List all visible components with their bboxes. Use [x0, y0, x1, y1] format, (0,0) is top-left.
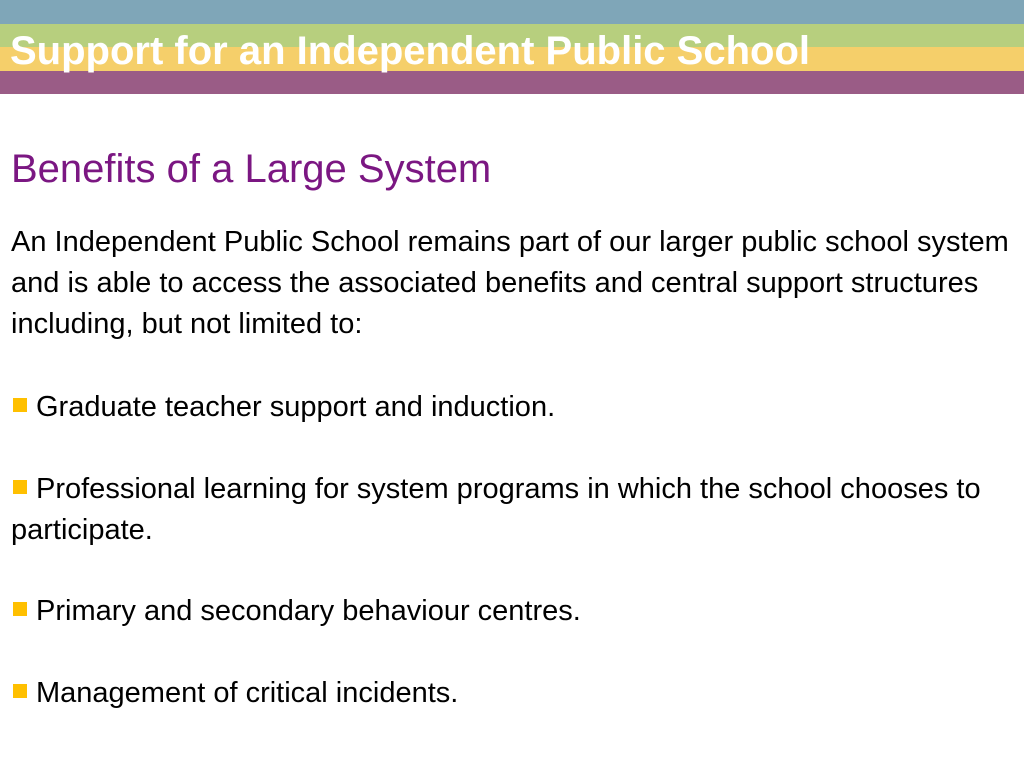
- bullet-text: Professional learning for system programs in which the school chooses to participate.: [11, 473, 981, 546]
- square-bullet-icon: [13, 602, 27, 616]
- slide-subtitle: Benefits of a Large System: [11, 147, 492, 191]
- bullet-item: [11, 673, 1011, 714]
- bullet-text: Primary and secondary behaviour centres.: [36, 595, 581, 627]
- bullet-text: Graduate teacher support and induction.: [36, 391, 556, 423]
- header-band-purple: [0, 71, 1024, 94]
- intro-paragraph: An Independent Public School remains part of our larger public school system and is able to access the associated benefits and central support structures including, but not limited to:: [11, 226, 1009, 340]
- header-band-blue: [0, 0, 1024, 24]
- square-bullet-icon: [13, 684, 27, 698]
- square-bullet-icon: [13, 398, 27, 412]
- bullet-item: [11, 469, 1011, 551]
- bullet-item: [11, 387, 1011, 428]
- slide-title: Support for an Independent Public School: [10, 29, 810, 73]
- square-bullet-icon: [13, 480, 27, 494]
- bullet-item: [11, 591, 1011, 632]
- bullet-text: Management of critical incidents.: [36, 677, 459, 709]
